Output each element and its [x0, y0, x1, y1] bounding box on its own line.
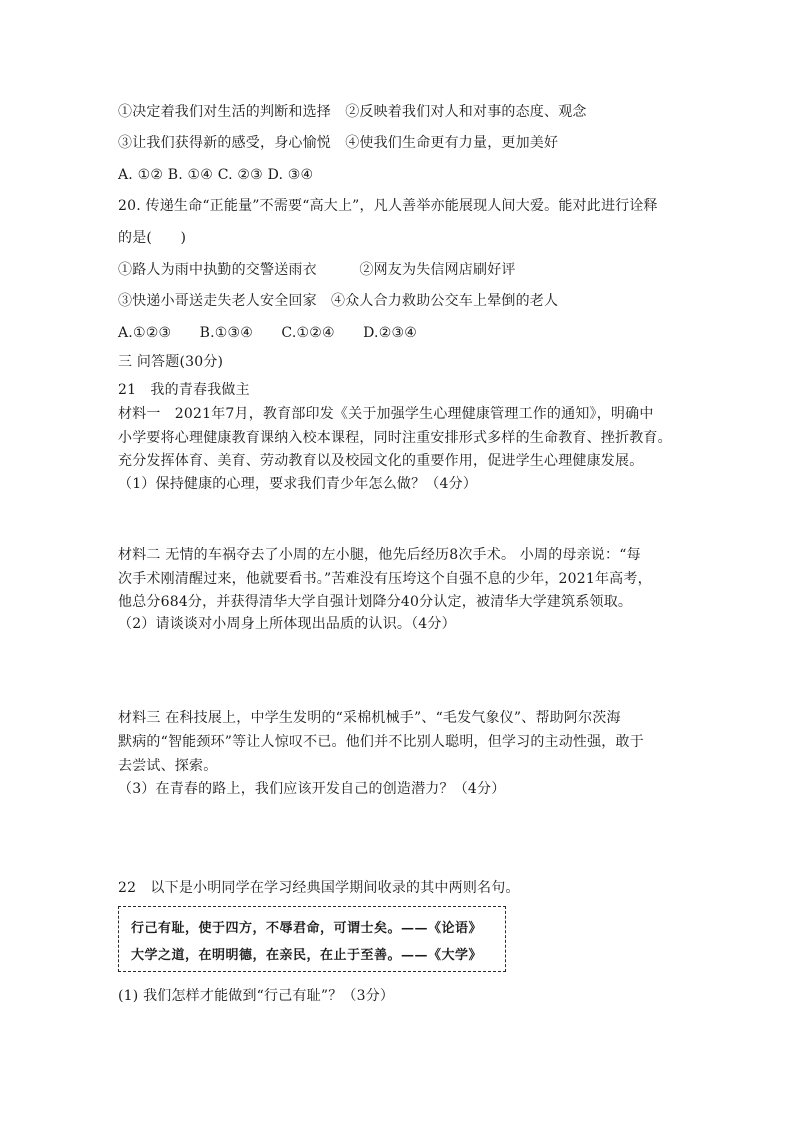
q19-option-line-1: ①决定着我们对生活的判断和选择 ②反映着我们对人和对事的态度、观念 [118, 104, 587, 120]
q21-sub-question-3: （3）在青春的路上，我们应该开发自己的创造潜力？（4分） [118, 781, 506, 797]
q19-option-line-2: ③让我们获得新的感受，身心愉悦 ④使我们生命更有力量，更加美好 [118, 135, 559, 151]
q21-material-3-line-3: 去尝试、探索。 [118, 758, 218, 774]
quote-daxue: 大学之道，在明明德，在亲民，在止于至善。——《大学》 [131, 948, 483, 963]
q20-option-line-1: ①路人为雨中执勤的交警送雨衣 ②网友为失信网店刷好评 [118, 262, 516, 278]
q20-option-line-2: ③快递小哥送走失老人安全回家 ④众人合力救助公交车上晕倒的老人 [118, 293, 559, 309]
q21-material-1-line-3: 充分发挥体育、美育、劳动教育以及校园文化的重要作用，促进学生心理健康发展。 [118, 453, 644, 469]
section-3-title: 三 问答题(30分) [118, 354, 224, 370]
q21-material-1-line-2: 小学要将心理健康教育课纳入校本课程，同时注重安排形式多样的生命教育、挫折教育。 [118, 430, 672, 446]
q21-material-2-line-3: 他总分684分，并获得清华大学自强计划降分40分认定，被清华大学建筑系领取。 [118, 594, 633, 610]
q22-title: 22 以下是小明同学在学习经典国学期间收录的其中两则名句。 [118, 880, 520, 896]
quote-lunyu: 行己有耻，使于四方，不辱君命，可谓士矣。——《论语》 [131, 921, 483, 936]
q21-sub-question-1: （1）保持健康的心理，要求我们青少年怎么做？（4分） [118, 476, 478, 492]
q21-material-2-line-2: 次手术刚清醒过来，他就要看书。”苦难没有压垮这个自强不息的少年，2021年高考， [118, 571, 652, 587]
q21-material-3-line-2: 默病的“智能颈环”等让人惊叹不已。他们并不比别人聪明，但学习的主动性强，敢于 [118, 734, 644, 750]
q21-material-1-line-1: 材料一 2021年7月，教育部印发《关于加强学生心理健康管理工作的通知》，明确中 [118, 406, 654, 422]
q21-material-3-line-1: 材料三 在科技展上，中学生发明的“采棉机械手”、“毛发气象仪”、帮助阿尔茨海 [118, 710, 621, 726]
q21-title: 21 我的青春我做主 [118, 382, 250, 398]
q20-stem-line-2: 的是( ) [118, 230, 187, 246]
q20-answer-choices: A.①②③ B.①③④ C.①②④ D.②③④ [118, 325, 417, 341]
q20-stem-line-1: 20. 传递生命“正能量”不需要“高大上”，凡人善举亦能展现人间大爱。能对此进行诠释 [118, 198, 658, 214]
q22-sub-question-1: (1) 我们怎样才能做到“行己有耻”？（3分） [118, 988, 395, 1004]
q21-sub-question-2: （2）请谈谈对小周身上所体现出品质的认识。（4分） [118, 616, 456, 632]
q19-answer-choices: A. ①② B. ①④ C. ②③ D. ③④ [118, 167, 314, 183]
quote-box [118, 906, 506, 972]
q21-material-2-line-1: 材料二 无情的车祸夺去了小周的左小腿，他先后经历8次手术。 小周的母亲说：“每 [118, 547, 641, 563]
